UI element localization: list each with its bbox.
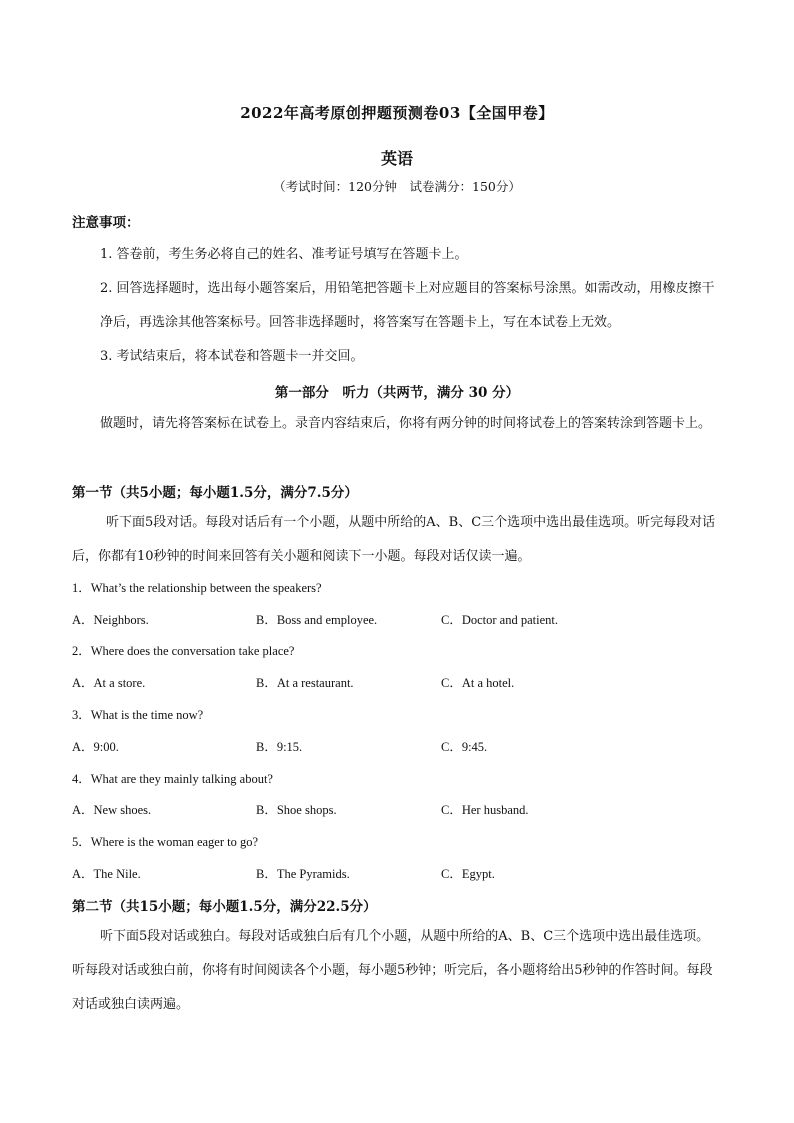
- q3-option-c: C．9:45.: [441, 740, 488, 754]
- question-2: 2．Where does the conversation take place?: [72, 644, 295, 658]
- q5-option-a: A．The Nile.: [72, 867, 141, 881]
- q5-option-c: C．Egypt.: [441, 867, 495, 881]
- question-4: 4．What are they mainly talking about?: [72, 772, 273, 786]
- q2-option-a: A．At a store.: [72, 676, 146, 690]
- q3-option-a: A．9:00.: [72, 740, 119, 754]
- note-item-1: [72, 238, 722, 272]
- part-1-title: 第一部分 听力（共两节，满分 30 分）: [274, 385, 520, 401]
- q4-option-a: A．New shoes.: [72, 803, 152, 817]
- note-item-3: [72, 340, 722, 374]
- part-1-intro: 做题时，请先将答案标在试卷上。录音内容结束后，你将有两分钟的时间将试卷上的答案转涂到答题卡上。: [100, 416, 712, 431]
- q1-option-b: B．Boss and employee.: [256, 613, 378, 627]
- q2-option-c: C．At a hotel.: [441, 676, 515, 690]
- exam-info: （考试时间：120分钟 试卷满分：150分）: [273, 179, 521, 194]
- section-2-intro: 听下面5段对话或独白。每段对话或独白后有几个小题，从题中所给的A、B、C三个选项中选出最佳选项。听每段对话或独白前，你将有时间阅读各个小题，每小题5秒钟；听完后，各小题将给出5秒钟的作答时间。每段对话或独白读两遍。: [72, 929, 713, 1012]
- section-1-intro: 听下面5段对话。每段对话后有一个小题，从题中所给的A、B、C三个选项中选出最佳选项。听完每段对话后，你都有10秒钟的时间来回答有关小题和阅读下一小题。每段对话仅读一遍。: [72, 515, 716, 564]
- subject-title: 英语: [380, 149, 413, 168]
- q1-option-c: C．Doctor and patient.: [441, 613, 558, 627]
- note-text: 2. 回答选择题时，选出每小题答案后，用铅笔把答题卡上对应题目的答案标号涂黑。如需改动，用橡皮擦干净后，再选涂其他答案标号。回答非选择题时，将答案写在答题卡上，写在本试卷上无效。: [100, 281, 715, 330]
- note-item-2: [72, 272, 722, 340]
- q1-option-a: A．Neighbors.: [72, 613, 149, 627]
- notes-title: 注意事项：: [72, 215, 140, 231]
- note-text: 3. 考试结束后，将本试卷和答题卡一并交回。: [100, 349, 364, 364]
- q4-option-b: B．Shoe shops.: [256, 803, 337, 817]
- section-1-title: 第一节（共5小题；每小题1.5分，满分7.5分）: [72, 485, 358, 501]
- section-2-title: 第二节（共15小题；每小题1.5分，满分22.5分）: [72, 899, 377, 915]
- q5-option-b: B．The Pyramids.: [256, 867, 350, 881]
- note-text: 1. 答卷前，考生务必将自己的姓名、准考证号填写在答题卡上。: [100, 247, 468, 262]
- q2-option-b: B．At a restaurant.: [256, 676, 354, 690]
- exam-title: 2022年高考原创押题预测卷03【全国甲卷】: [240, 104, 554, 122]
- question-5: 5．Where is the woman eager to go?: [72, 835, 259, 849]
- q3-option-b: B．9:15.: [256, 740, 303, 754]
- q4-option-c: C．Her husband.: [441, 803, 529, 817]
- question-1: 1．What’s the relationship between the speakers?: [72, 581, 322, 595]
- question-3: 3．What is the time now?: [72, 708, 204, 722]
